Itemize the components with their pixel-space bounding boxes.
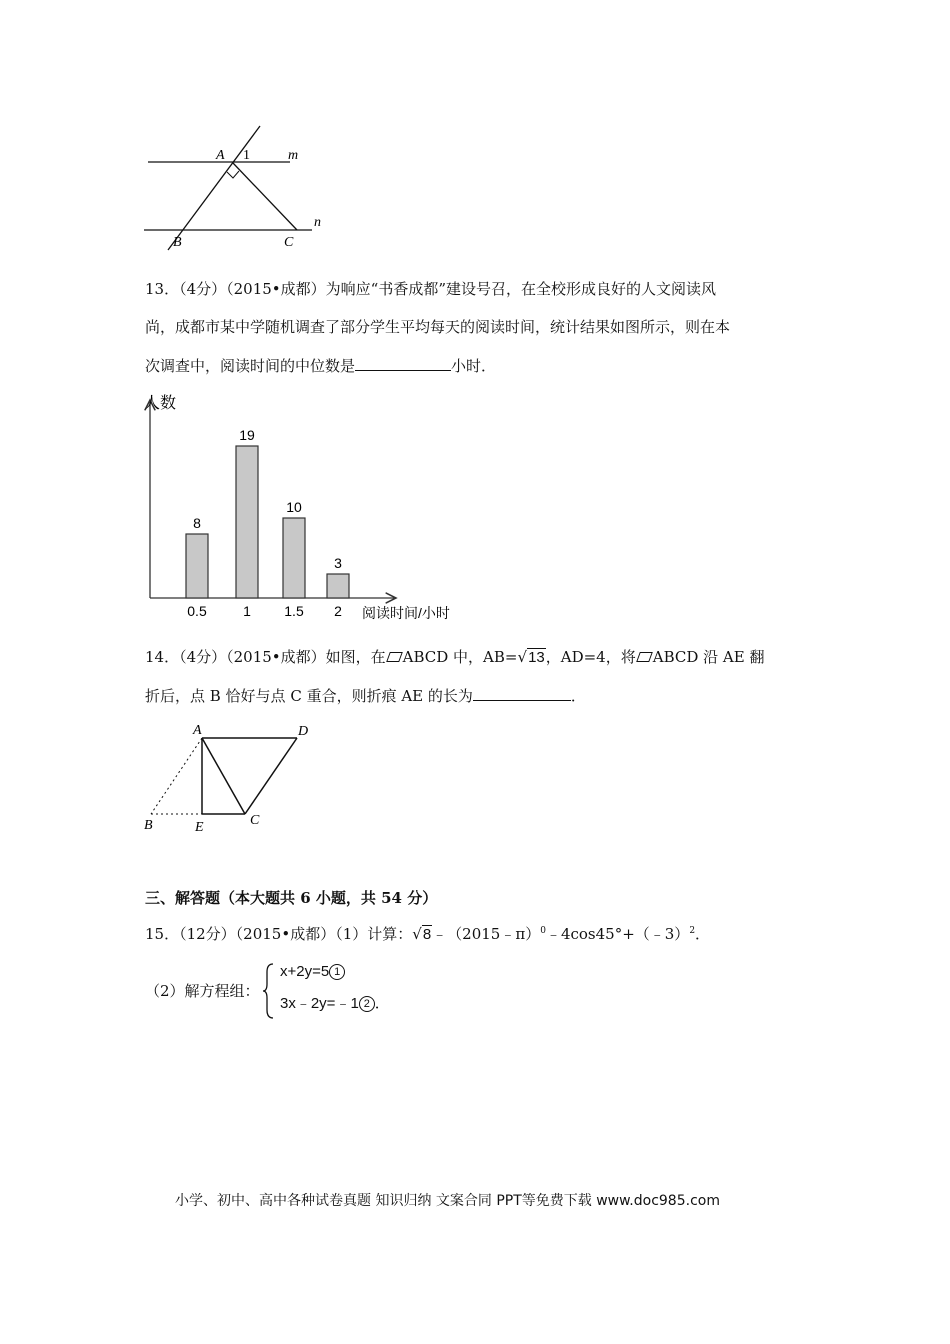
- label-m: m: [288, 148, 299, 163]
- question-14-line-1: [145, 648, 764, 667]
- reading-time-bar-chart: [110, 390, 480, 630]
- equation-1-text: x+2y=5: [280, 963, 330, 980]
- question-13-line-3: [145, 356, 496, 375]
- dashed-ab: [151, 738, 202, 814]
- label-n: n: [314, 215, 321, 230]
- label-angle-1: 1: [243, 148, 250, 163]
- label-d: D: [298, 724, 309, 739]
- equation-2: [280, 994, 390, 1013]
- sqrt-13: √13: [517, 648, 545, 666]
- bar-1: [236, 446, 258, 598]
- question-15-part-2-label: （2）解方程组：: [145, 982, 260, 1000]
- exponent-0: 0: [540, 926, 546, 936]
- bar-1.5: [283, 518, 305, 598]
- right-angle-mark: [227, 171, 239, 178]
- sqrt-13-value: 13: [528, 649, 545, 666]
- question-14-text: 14．（4分）（2015•成都）如图，在: [145, 648, 386, 666]
- system-end: ．: [374, 995, 390, 1012]
- data-label-1: 19: [239, 427, 255, 443]
- question-15-expr2: ﹣4cos45°+（﹣3）: [545, 925, 690, 943]
- parallelogram-icon: [386, 652, 403, 662]
- question-14-mid: ，AD=4，将: [545, 648, 636, 666]
- equation-2-text: 3x﹣2y=﹣1: [280, 995, 359, 1012]
- circled-number-2: 2: [359, 996, 375, 1012]
- label-b: B: [144, 818, 153, 833]
- question-14-ab: ABCD 中，AB=: [402, 648, 518, 666]
- equation-1: [280, 962, 345, 981]
- question-14-line-2: [145, 686, 586, 705]
- question-15-line-1: [145, 922, 710, 944]
- question-15-text: 15．（12分）（2015•成都）（1）计算：: [145, 925, 413, 943]
- answer-blank-13[interactable]: [355, 356, 451, 371]
- sqrt-8: √8: [412, 925, 432, 943]
- x-axis-label: 阅读时间/小时: [362, 605, 450, 621]
- data-label-2: 3: [334, 555, 342, 571]
- question-14-text-2: 折后，点 B 恰好与点 C 重合，则折痕 AE 的长为: [145, 687, 473, 705]
- label-a: A: [216, 148, 225, 163]
- section-3-title: 三、解答题（本大题共 6 小题，共 54 分）: [145, 889, 438, 907]
- label-a: A: [193, 723, 202, 738]
- circled-number-1: 1: [329, 964, 345, 980]
- segment-dc: [245, 738, 297, 814]
- label-c: C: [284, 235, 294, 250]
- data-label-1.5: 10: [286, 499, 302, 515]
- question-15-end: ．: [695, 925, 711, 943]
- segment-ac: [233, 163, 297, 230]
- bar-0.5: [186, 534, 208, 598]
- tick-label-2: 2: [334, 603, 342, 619]
- question-13-line-1: 13．（4分）（2015•成都）为响应“书香成都”建设号召，在全校形成良好的人文阅读风: [145, 280, 716, 298]
- parallelogram-icon: [636, 652, 653, 662]
- segment-ac: [202, 738, 245, 814]
- transversal-ab: [168, 126, 260, 250]
- answer-blank-14[interactable]: [473, 686, 571, 701]
- label-e: E: [195, 820, 204, 835]
- data-label-0.5: 8: [193, 515, 201, 531]
- tick-label-0.5: 0.5: [187, 603, 207, 619]
- question-13-text: 次调查中，阅读时间的中位数是: [145, 357, 356, 375]
- question-13-line-2: 尚，成都市某中学随机调查了部分学生平均每天的阅读时间，统计结果如图所示，则在本: [145, 318, 731, 336]
- label-c: C: [250, 813, 260, 828]
- sqrt-8-value: 8: [422, 926, 432, 943]
- label-b: B: [173, 235, 182, 250]
- bar-2: [327, 574, 349, 598]
- parallelogram-fold-figure: [135, 718, 335, 838]
- left-brace-icon: [263, 962, 275, 1020]
- question-15-expr: ﹣（2015﹣π）: [432, 925, 541, 943]
- tick-label-1.5: 1.5: [284, 603, 304, 619]
- question-14-end: ．: [570, 687, 586, 705]
- tick-label-1: 1: [243, 603, 251, 619]
- parallel-lines-figure: [140, 120, 340, 255]
- exponent-2: 2: [689, 926, 696, 936]
- question-13-unit: 小时．: [451, 357, 497, 375]
- y-axis-label: 人数: [144, 395, 177, 412]
- footer-text: 小学、初中、高中各种试卷真题 知识归纳 文案合同 PPT等免费下载 www.doc985.com: [175, 1193, 720, 1209]
- question-14-post: ABCD 沿 AE 翻: [652, 648, 765, 666]
